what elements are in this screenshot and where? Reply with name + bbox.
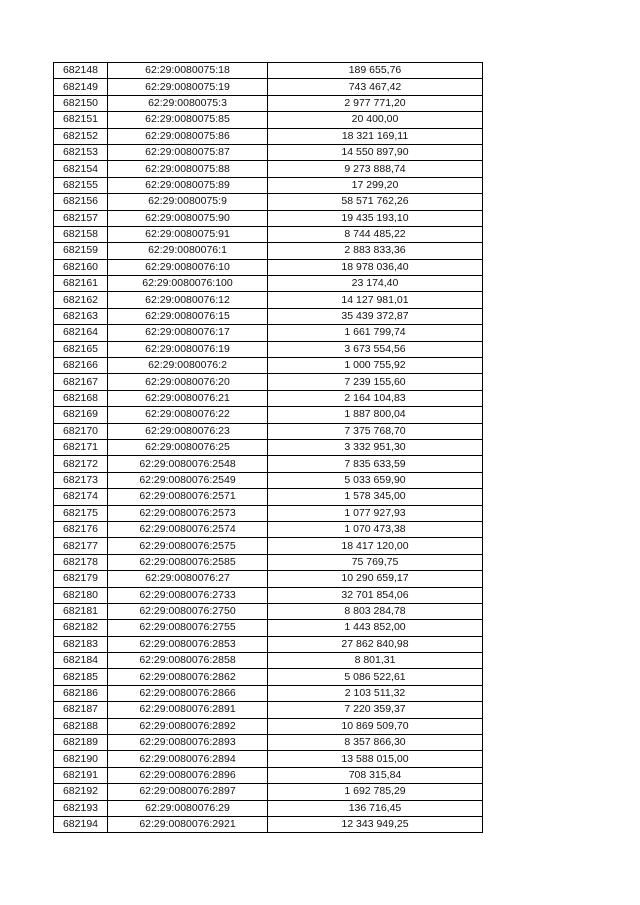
value-cell: 1 692 785,29 [268, 784, 483, 800]
cadastral-number-cell: 62:29:0080076:2893 [108, 735, 268, 751]
table-row [54, 423, 483, 439]
table-row [54, 767, 483, 783]
table-row [54, 554, 483, 570]
table-row [54, 571, 483, 587]
cadastral-number-cell: 62:29:0080075:85 [108, 112, 268, 128]
value-cell: 14 550 897,90 [268, 144, 483, 160]
value-cell: 2 883 833,36 [268, 243, 483, 259]
table-row [54, 751, 483, 767]
cadastral-number-cell: 62:29:0080076:2892 [108, 718, 268, 734]
value-cell: 8 801,31 [268, 653, 483, 669]
value-cell: 7 220 359,37 [268, 702, 483, 718]
cadastral-number-cell: 62:29:0080076:19 [108, 341, 268, 357]
value-cell: 708 315,84 [268, 767, 483, 783]
table-row [54, 784, 483, 800]
row-id-cell: 682155 [54, 177, 108, 193]
value-cell: 1 443 852,00 [268, 620, 483, 636]
row-id-cell: 682185 [54, 669, 108, 685]
table-row [54, 308, 483, 324]
table-row [54, 276, 483, 292]
table-row [54, 636, 483, 652]
row-id-cell: 682162 [54, 292, 108, 308]
value-cell: 5 033 659,90 [268, 472, 483, 488]
value-cell: 13 588 015,00 [268, 751, 483, 767]
cadastral-number-cell: 62:29:0080076:2549 [108, 472, 268, 488]
cadastral-number-cell: 62:29:0080076:2921 [108, 816, 268, 832]
value-cell: 35 439 372,87 [268, 308, 483, 324]
cadastral-number-cell: 62:29:0080076:2585 [108, 554, 268, 570]
cadastral-number-cell: 62:29:0080075:91 [108, 226, 268, 242]
value-cell: 3 673 554,56 [268, 341, 483, 357]
value-cell: 2 103 511,32 [268, 685, 483, 701]
table-row [54, 587, 483, 603]
cadastral-number-cell: 62:29:0080076:2574 [108, 521, 268, 537]
row-id-cell: 682175 [54, 505, 108, 521]
value-cell: 2 977 771,20 [268, 95, 483, 111]
cadastral-number-cell: 62:29:0080075:18 [108, 63, 268, 79]
table-row [54, 358, 483, 374]
cadastral-number-cell: 62:29:0080076:15 [108, 308, 268, 324]
table-row [54, 374, 483, 390]
row-id-cell: 682148 [54, 63, 108, 79]
cadastral-number-cell: 62:29:0080076:2896 [108, 767, 268, 783]
cadastral-number-cell: 62:29:0080076:2733 [108, 587, 268, 603]
row-id-cell: 682149 [54, 79, 108, 95]
row-id-cell: 682161 [54, 276, 108, 292]
cadastral-number-cell: 62:29:0080075:86 [108, 128, 268, 144]
table-row [54, 194, 483, 210]
table-row [54, 210, 483, 226]
value-cell: 743 467,42 [268, 79, 483, 95]
value-cell: 2 164 104,83 [268, 390, 483, 406]
value-cell: 1 077 927,93 [268, 505, 483, 521]
row-id-cell: 682180 [54, 587, 108, 603]
cadastral-number-cell: 62:29:0080076:2853 [108, 636, 268, 652]
cadastral-number-cell: 62:29:0080075:9 [108, 194, 268, 210]
value-cell: 1 661 799,74 [268, 325, 483, 341]
table-row [54, 538, 483, 554]
table-row [54, 735, 483, 751]
value-cell: 75 769,75 [268, 554, 483, 570]
cadastral-number-cell: 62:29:0080076:21 [108, 390, 268, 406]
row-id-cell: 682173 [54, 472, 108, 488]
row-id-cell: 682169 [54, 407, 108, 423]
row-id-cell: 682189 [54, 735, 108, 751]
row-id-cell: 682194 [54, 816, 108, 832]
cadastral-number-cell: 62:29:0080076:25 [108, 439, 268, 455]
cadastral-number-cell: 62:29:0080076:2750 [108, 603, 268, 619]
row-id-cell: 682171 [54, 439, 108, 455]
table-row [54, 472, 483, 488]
cadastral-number-cell: 62:29:0080076:10 [108, 259, 268, 275]
table-row [54, 95, 483, 111]
table-row [54, 259, 483, 275]
row-id-cell: 682158 [54, 226, 108, 242]
value-cell: 14 127 981,01 [268, 292, 483, 308]
cadastral-number-cell: 62:29:0080076:2891 [108, 702, 268, 718]
row-id-cell: 682156 [54, 194, 108, 210]
cadastral-number-cell: 62:29:0080075:88 [108, 161, 268, 177]
table-row [54, 390, 483, 406]
table-row [54, 653, 483, 669]
table-row [54, 63, 483, 79]
row-id-cell: 682168 [54, 390, 108, 406]
cadastral-number-cell: 62:29:0080076:2897 [108, 784, 268, 800]
value-cell: 9 273 888,74 [268, 161, 483, 177]
table-row [54, 79, 483, 95]
table-row [54, 243, 483, 259]
cadastral-number-cell: 62:29:0080076:2 [108, 358, 268, 374]
table-row [54, 161, 483, 177]
value-cell: 58 571 762,26 [268, 194, 483, 210]
row-id-cell: 682179 [54, 571, 108, 587]
row-id-cell: 682170 [54, 423, 108, 439]
cadastral-number-cell: 62:29:0080076:2575 [108, 538, 268, 554]
cadastral-number-cell: 62:29:0080076:12 [108, 292, 268, 308]
row-id-cell: 682172 [54, 456, 108, 472]
cadastral-number-cell: 62:29:0080076:23 [108, 423, 268, 439]
value-cell: 10 869 509,70 [268, 718, 483, 734]
row-id-cell: 682159 [54, 243, 108, 259]
table-row [54, 800, 483, 816]
table-row [54, 112, 483, 128]
table-row [54, 128, 483, 144]
row-id-cell: 682167 [54, 374, 108, 390]
cadastral-number-cell: 62:29:0080075:90 [108, 210, 268, 226]
row-id-cell: 682164 [54, 325, 108, 341]
row-id-cell: 682177 [54, 538, 108, 554]
cadastral-number-cell: 62:29:0080076:22 [108, 407, 268, 423]
table-row [54, 144, 483, 160]
row-id-cell: 682181 [54, 603, 108, 619]
value-cell: 8 357 866,30 [268, 735, 483, 751]
table-row [54, 292, 483, 308]
value-cell: 32 701 854,06 [268, 587, 483, 603]
cadastral-number-cell: 62:29:0080076:2548 [108, 456, 268, 472]
row-id-cell: 682157 [54, 210, 108, 226]
cadastral-number-cell: 62:29:0080075:3 [108, 95, 268, 111]
table-row [54, 407, 483, 423]
value-cell: 7 239 155,60 [268, 374, 483, 390]
row-id-cell: 682191 [54, 767, 108, 783]
table-row [54, 620, 483, 636]
row-id-cell: 682183 [54, 636, 108, 652]
value-cell: 1 887 800,04 [268, 407, 483, 423]
cadastral-number-cell: 62:29:0080076:2573 [108, 505, 268, 521]
table-row [54, 505, 483, 521]
cadastral-number-cell: 62:29:0080076:20 [108, 374, 268, 390]
row-id-cell: 682186 [54, 685, 108, 701]
value-cell: 18 978 036,40 [268, 259, 483, 275]
cadastral-number-cell: 62:29:0080076:17 [108, 325, 268, 341]
table-row [54, 489, 483, 505]
value-cell: 189 655,76 [268, 63, 483, 79]
cadastral-number-cell: 62:29:0080076:2862 [108, 669, 268, 685]
row-id-cell: 682160 [54, 259, 108, 275]
table-row [54, 718, 483, 734]
table-row [54, 341, 483, 357]
row-id-cell: 682166 [54, 358, 108, 374]
row-id-cell: 682174 [54, 489, 108, 505]
cadastral-number-cell: 62:29:0080076:100 [108, 276, 268, 292]
row-id-cell: 682192 [54, 784, 108, 800]
cadastral-number-cell: 62:29:0080076:2894 [108, 751, 268, 767]
table-row [54, 456, 483, 472]
value-cell: 136 716,45 [268, 800, 483, 816]
row-id-cell: 682187 [54, 702, 108, 718]
table-row [54, 325, 483, 341]
row-id-cell: 682154 [54, 161, 108, 177]
table-row [54, 702, 483, 718]
table-body [54, 63, 483, 833]
table-row [54, 669, 483, 685]
row-id-cell: 682176 [54, 521, 108, 537]
cadastral-number-cell: 62:29:0080076:27 [108, 571, 268, 587]
table-row [54, 816, 483, 832]
value-cell: 5 086 522,61 [268, 669, 483, 685]
cadastral-number-cell: 62:29:0080076:1 [108, 243, 268, 259]
table-row [54, 226, 483, 242]
value-cell: 1 070 473,38 [268, 521, 483, 537]
value-cell: 7 835 633,59 [268, 456, 483, 472]
row-id-cell: 682153 [54, 144, 108, 160]
value-cell: 8 803 284,78 [268, 603, 483, 619]
cadastral-number-cell: 62:29:0080076:2755 [108, 620, 268, 636]
row-id-cell: 682182 [54, 620, 108, 636]
cadastral-number-cell: 62:29:0080075:87 [108, 144, 268, 160]
cadastral-number-cell: 62:29:0080075:89 [108, 177, 268, 193]
value-cell: 7 375 768,70 [268, 423, 483, 439]
value-cell: 20 400,00 [268, 112, 483, 128]
table-row [54, 685, 483, 701]
table-row [54, 603, 483, 619]
value-cell: 3 332 951,30 [268, 439, 483, 455]
table-row [54, 177, 483, 193]
value-cell: 8 744 485,22 [268, 226, 483, 242]
value-cell: 19 435 193,10 [268, 210, 483, 226]
value-cell: 12 343 949,25 [268, 816, 483, 832]
data-table [53, 62, 483, 833]
row-id-cell: 682193 [54, 800, 108, 816]
row-id-cell: 682178 [54, 554, 108, 570]
row-id-cell: 682165 [54, 341, 108, 357]
cadastral-number-cell: 62:29:0080076:2571 [108, 489, 268, 505]
row-id-cell: 682152 [54, 128, 108, 144]
value-cell: 1 000 755,92 [268, 358, 483, 374]
value-cell: 23 174,40 [268, 276, 483, 292]
value-cell: 27 862 840,98 [268, 636, 483, 652]
row-id-cell: 682188 [54, 718, 108, 734]
row-id-cell: 682190 [54, 751, 108, 767]
cadastral-number-cell: 62:29:0080075:19 [108, 79, 268, 95]
cadastral-number-cell: 62:29:0080076:2858 [108, 653, 268, 669]
value-cell: 17 299,20 [268, 177, 483, 193]
row-id-cell: 682151 [54, 112, 108, 128]
table-row [54, 521, 483, 537]
value-cell: 1 578 345,00 [268, 489, 483, 505]
cadastral-number-cell: 62:29:0080076:2866 [108, 685, 268, 701]
row-id-cell: 682184 [54, 653, 108, 669]
value-cell: 10 290 659,17 [268, 571, 483, 587]
value-cell: 18 417 120,00 [268, 538, 483, 554]
table-row [54, 439, 483, 455]
value-cell: 18 321 169,11 [268, 128, 483, 144]
row-id-cell: 682150 [54, 95, 108, 111]
row-id-cell: 682163 [54, 308, 108, 324]
cadastral-number-cell: 62:29:0080076:29 [108, 800, 268, 816]
